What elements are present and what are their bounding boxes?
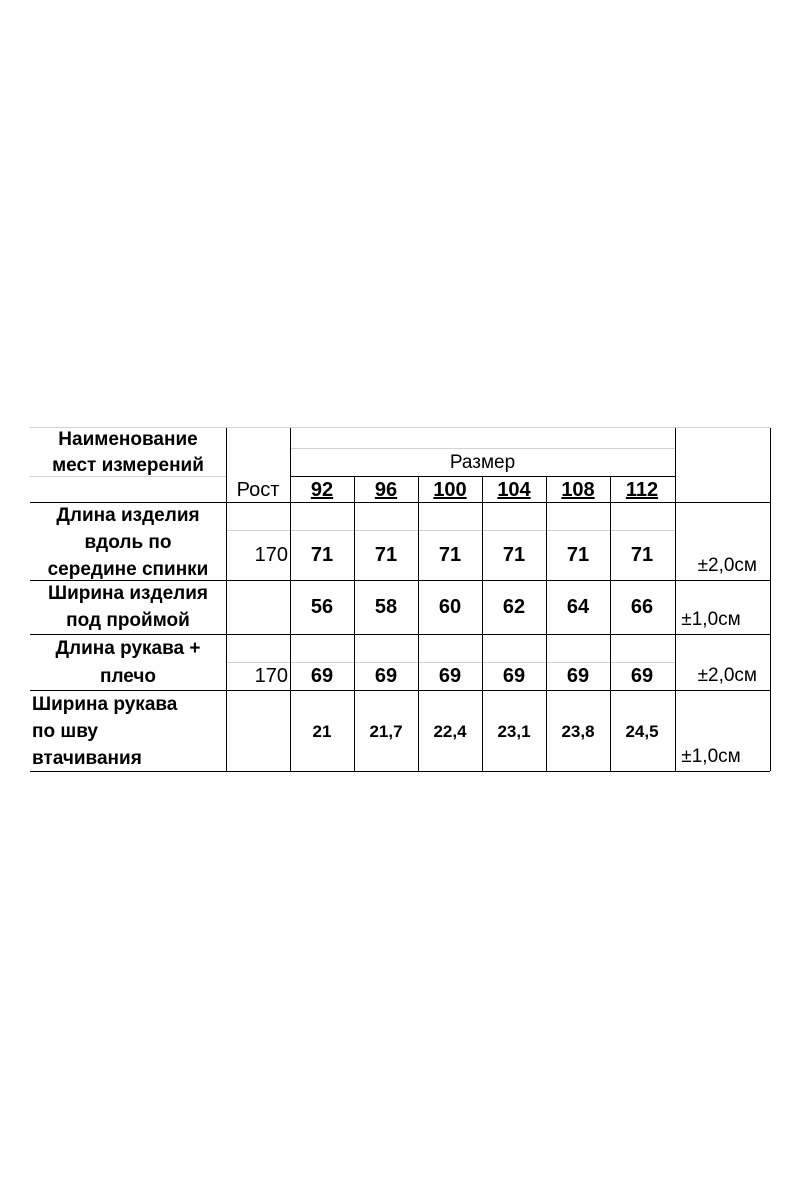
value-cell — [482, 531, 546, 580]
header-size-label: Размер — [449, 452, 516, 473]
size-value: 112 — [625, 478, 659, 501]
value-cell — [610, 691, 674, 771]
size-108 — [546, 477, 610, 503]
header-measurement-name — [30, 426, 226, 453]
tolerance — [675, 503, 757, 579]
size-value: 108 — [561, 478, 595, 501]
row-label-line — [30, 607, 226, 634]
value-cell — [290, 581, 354, 634]
value-cell — [546, 663, 610, 690]
tolerance-text: ±1,0см — [681, 609, 741, 630]
row-label-text: вдоль по — [84, 532, 172, 553]
tolerance-text: ±2,0см — [697, 555, 757, 576]
row-label-line — [30, 502, 226, 529]
size-value: 104 — [497, 478, 531, 501]
value-cell — [482, 663, 546, 690]
table-border — [770, 428, 771, 771]
value-text: 71 — [502, 544, 526, 566]
size-value: 96 — [374, 478, 398, 501]
size-100 — [418, 477, 482, 503]
value-text: 71 — [566, 544, 590, 566]
row-label-line — [30, 580, 226, 607]
row-label-line — [30, 556, 226, 583]
size-value: 100 — [433, 478, 467, 501]
height-value: 170 — [254, 544, 288, 566]
row-height — [226, 531, 288, 580]
value-text: 58 — [374, 596, 398, 618]
row-height — [226, 691, 288, 771]
value-text: 69 — [310, 665, 334, 687]
size-92 — [290, 477, 354, 503]
value-text: 71 — [374, 544, 398, 566]
value-text: 69 — [566, 665, 590, 687]
row-label-line — [30, 529, 226, 556]
value-cell — [482, 691, 546, 771]
height-value: 170 — [254, 665, 288, 687]
value-cell — [546, 581, 610, 634]
value-cell — [546, 691, 610, 771]
value-text: 71 — [630, 544, 654, 566]
header-height-label: Рост — [236, 478, 280, 501]
row-label-text: плечо — [99, 665, 157, 687]
value-cell — [610, 581, 674, 634]
tolerance-text: ±2,0см — [697, 665, 757, 686]
tolerance — [675, 635, 757, 689]
row-label-line — [32, 718, 226, 745]
header-name-line: мест измерений — [52, 455, 204, 476]
value-cell — [418, 691, 482, 771]
header-measurement-name — [30, 452, 226, 479]
size-96 — [354, 477, 418, 503]
value-text: 66 — [630, 596, 654, 618]
value-cell — [354, 691, 418, 771]
header-size — [290, 449, 675, 476]
value-text: 21,7 — [369, 721, 403, 741]
tolerance — [675, 581, 747, 633]
row-label-text: Ширина рукава — [32, 694, 178, 715]
size-112 — [610, 477, 674, 503]
value-text: 23,1 — [497, 721, 531, 741]
value-cell — [418, 663, 482, 690]
value-cell — [290, 663, 354, 690]
row-label-line — [30, 635, 226, 662]
row-label-line — [32, 745, 226, 772]
row-label-text: по шву — [32, 721, 98, 742]
value-cell — [610, 531, 674, 580]
row-label-text: втачивания — [32, 748, 142, 769]
size-104 — [482, 477, 546, 503]
header-name-line: Наименование — [58, 429, 198, 450]
value-text: 69 — [502, 665, 526, 687]
value-text: 69 — [374, 665, 398, 687]
value-cell — [290, 691, 354, 771]
value-text: 24,5 — [625, 721, 659, 741]
value-text: 69 — [630, 665, 654, 687]
row-label-text: Длина изделия — [56, 505, 200, 526]
value-cell — [354, 581, 418, 634]
row-height — [226, 581, 288, 634]
header-height — [226, 477, 290, 503]
value-cell — [354, 663, 418, 690]
value-cell — [482, 581, 546, 634]
value-text: 71 — [310, 544, 334, 566]
row-label-line — [32, 691, 226, 718]
size-value: 92 — [310, 478, 334, 501]
value-text: 64 — [566, 596, 590, 618]
value-cell — [418, 581, 482, 634]
row-label-text: Длина рукава + — [55, 638, 201, 659]
row-label-text: середине спинки — [47, 559, 209, 580]
tolerance-text: ±1,0см — [681, 746, 741, 767]
row-label-text: Ширина изделия — [48, 583, 208, 604]
row-label-text: под проймой — [66, 610, 190, 631]
row-height — [226, 663, 288, 690]
value-text: 69 — [438, 665, 462, 687]
value-cell — [546, 531, 610, 580]
value-cell — [610, 663, 674, 690]
value-cell — [354, 531, 418, 580]
value-text: 56 — [310, 596, 334, 618]
value-text: 62 — [502, 596, 526, 618]
tolerance — [675, 691, 747, 770]
value-text: 22,4 — [433, 721, 467, 741]
value-text: 23,8 — [561, 721, 595, 741]
value-cell — [418, 531, 482, 580]
value-text: 60 — [438, 596, 462, 618]
value-text: 71 — [438, 544, 462, 566]
row-label-line — [30, 662, 226, 690]
value-text: 21 — [312, 721, 332, 741]
value-cell — [290, 531, 354, 580]
